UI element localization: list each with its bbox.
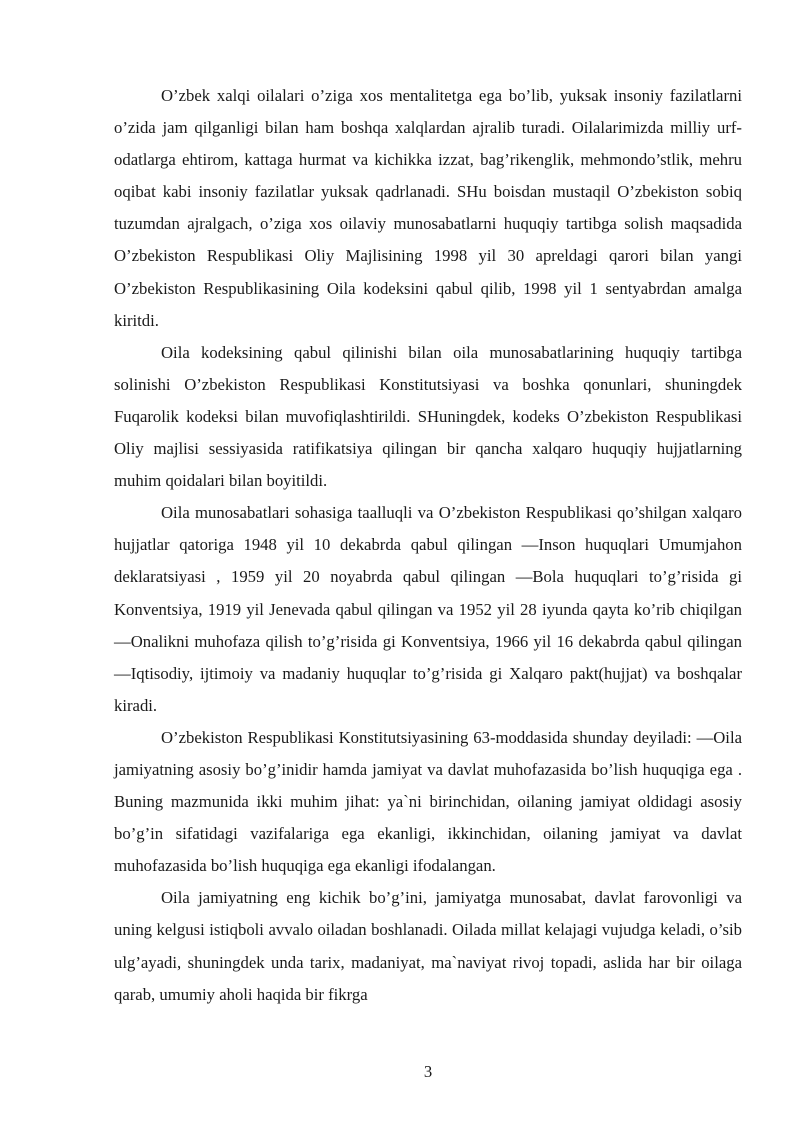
paragraph-international-documents: Oila munosabatlari sohasiga taalluqli va O’zbekiston Respublikasi qo’shilgan xalqaro hujjatlar qatoriga 1948 yil 10 dekabrda qabul qilingan ―Inson huquqlari Umumjahon deklaratsiyasi , 1959 yil 20 noyabrda qabul qilingan ―Bola huquqlari to’g’risida gi Konventsiya, 1919 yil Jenevada qabul qilingan va 1952 yil 28 iyunda qayta ko’rib chiqilgan ―Onalikni muhofaza qilish to’g’risida gi Konventsiya, 1966 yil 16 dekabrda qabul qilingan ―Iqtisodiy, ijtimoiy va madaniy huquqlar to’g’risida gi Xalqaro pakt(hujjat) va boshqalar kiradi. [114, 503, 742, 715]
paragraph-family-society: Oila jamiyatning eng kichik bo’g’ini, jamiyatga munosabat, davlat farovonligi va uning kelgusi istiqboli avvalo oiladan boshlanadi. Oilada millat kelajagi vujudga keladi, o’sib ulg’ayadi, shuningdek unda tarix, madaniyat, ma`naviyat rivoj topadi, aslida har bir oilaga qarab, umumiy aholi haqida bir fikrga [114, 888, 742, 1004]
paragraph-family-mentality: O’zbek xalqi oilalari o’ziga xos mentalitetga ega bo’lib, yuksak insoniy fazilatlarni o’zida jam qilganligi bilan ham boshqa xalqlardan ajralib turadi. Oilalarimizda milliy urf-odatlarga ehtirom, kattaga hurmat va kichikka izzat, bag’rikenglik, mehmondo’stlik, mehru oqibat kabi insoniy fazilatlar yuksak qadrlanadi. SHu boisdan mustaqil O’zbekiston sobiq tuzumdan ajralgach, o’ziga xos oilaviy munosabatlarni huquqiy tartibga solish maqsadida O’zbekiston Respublikasi Oliy Majlisining 1998 yil 30 apreldagi qarori bilan yangi O’zbekiston Respublikasining Oila kodeksini qabul qilib, 1998 yil 1 sentyabrdan amalga kiritdi. [114, 86, 742, 330]
body-text [114, 80, 742, 1011]
paragraph-constitution-article-63: O’zbekiston Respublikasi Konstitutsiyasining 63-moddasida shunday deyiladi: ―Oila jamiyatning asosiy bo’g’inidir hamda jamiyat va davlat muhofazasida bo’lish huquqiga ega . Buning mazmunida ikki muhim jihat: ya`ni birinchidan, oilaning jamiyat oldidagi asosiy bo’g’in sifatidagi vazifalariga ega ekanligi, ikkinchidan, oilaning jamiyat va davlat muhofazasida bo’lish huquqiga ega ekanligi ifodalangan. [114, 727, 742, 876]
paragraph-family-code-adoption: Oila kodeksining qabul qilinishi bilan oila munosabatlarining huquqiy tartibga solinishi O’zbekiston Respublikasi Konstitutsiyasi va boshka qonunlari, shuningdek Fuqarolik kodeksi bilan muvofiqlashtirildi. SHuningdek, kodeks O’zbekiston Respublikasi Oliy majlisi sessiyasida ratifikatsiya qilingan bir qancha xalqaro huquqiy hujjatlarning muhim qoidalari bilan boyitildi. [114, 342, 742, 491]
page-number: 3 [423, 1062, 433, 1081]
